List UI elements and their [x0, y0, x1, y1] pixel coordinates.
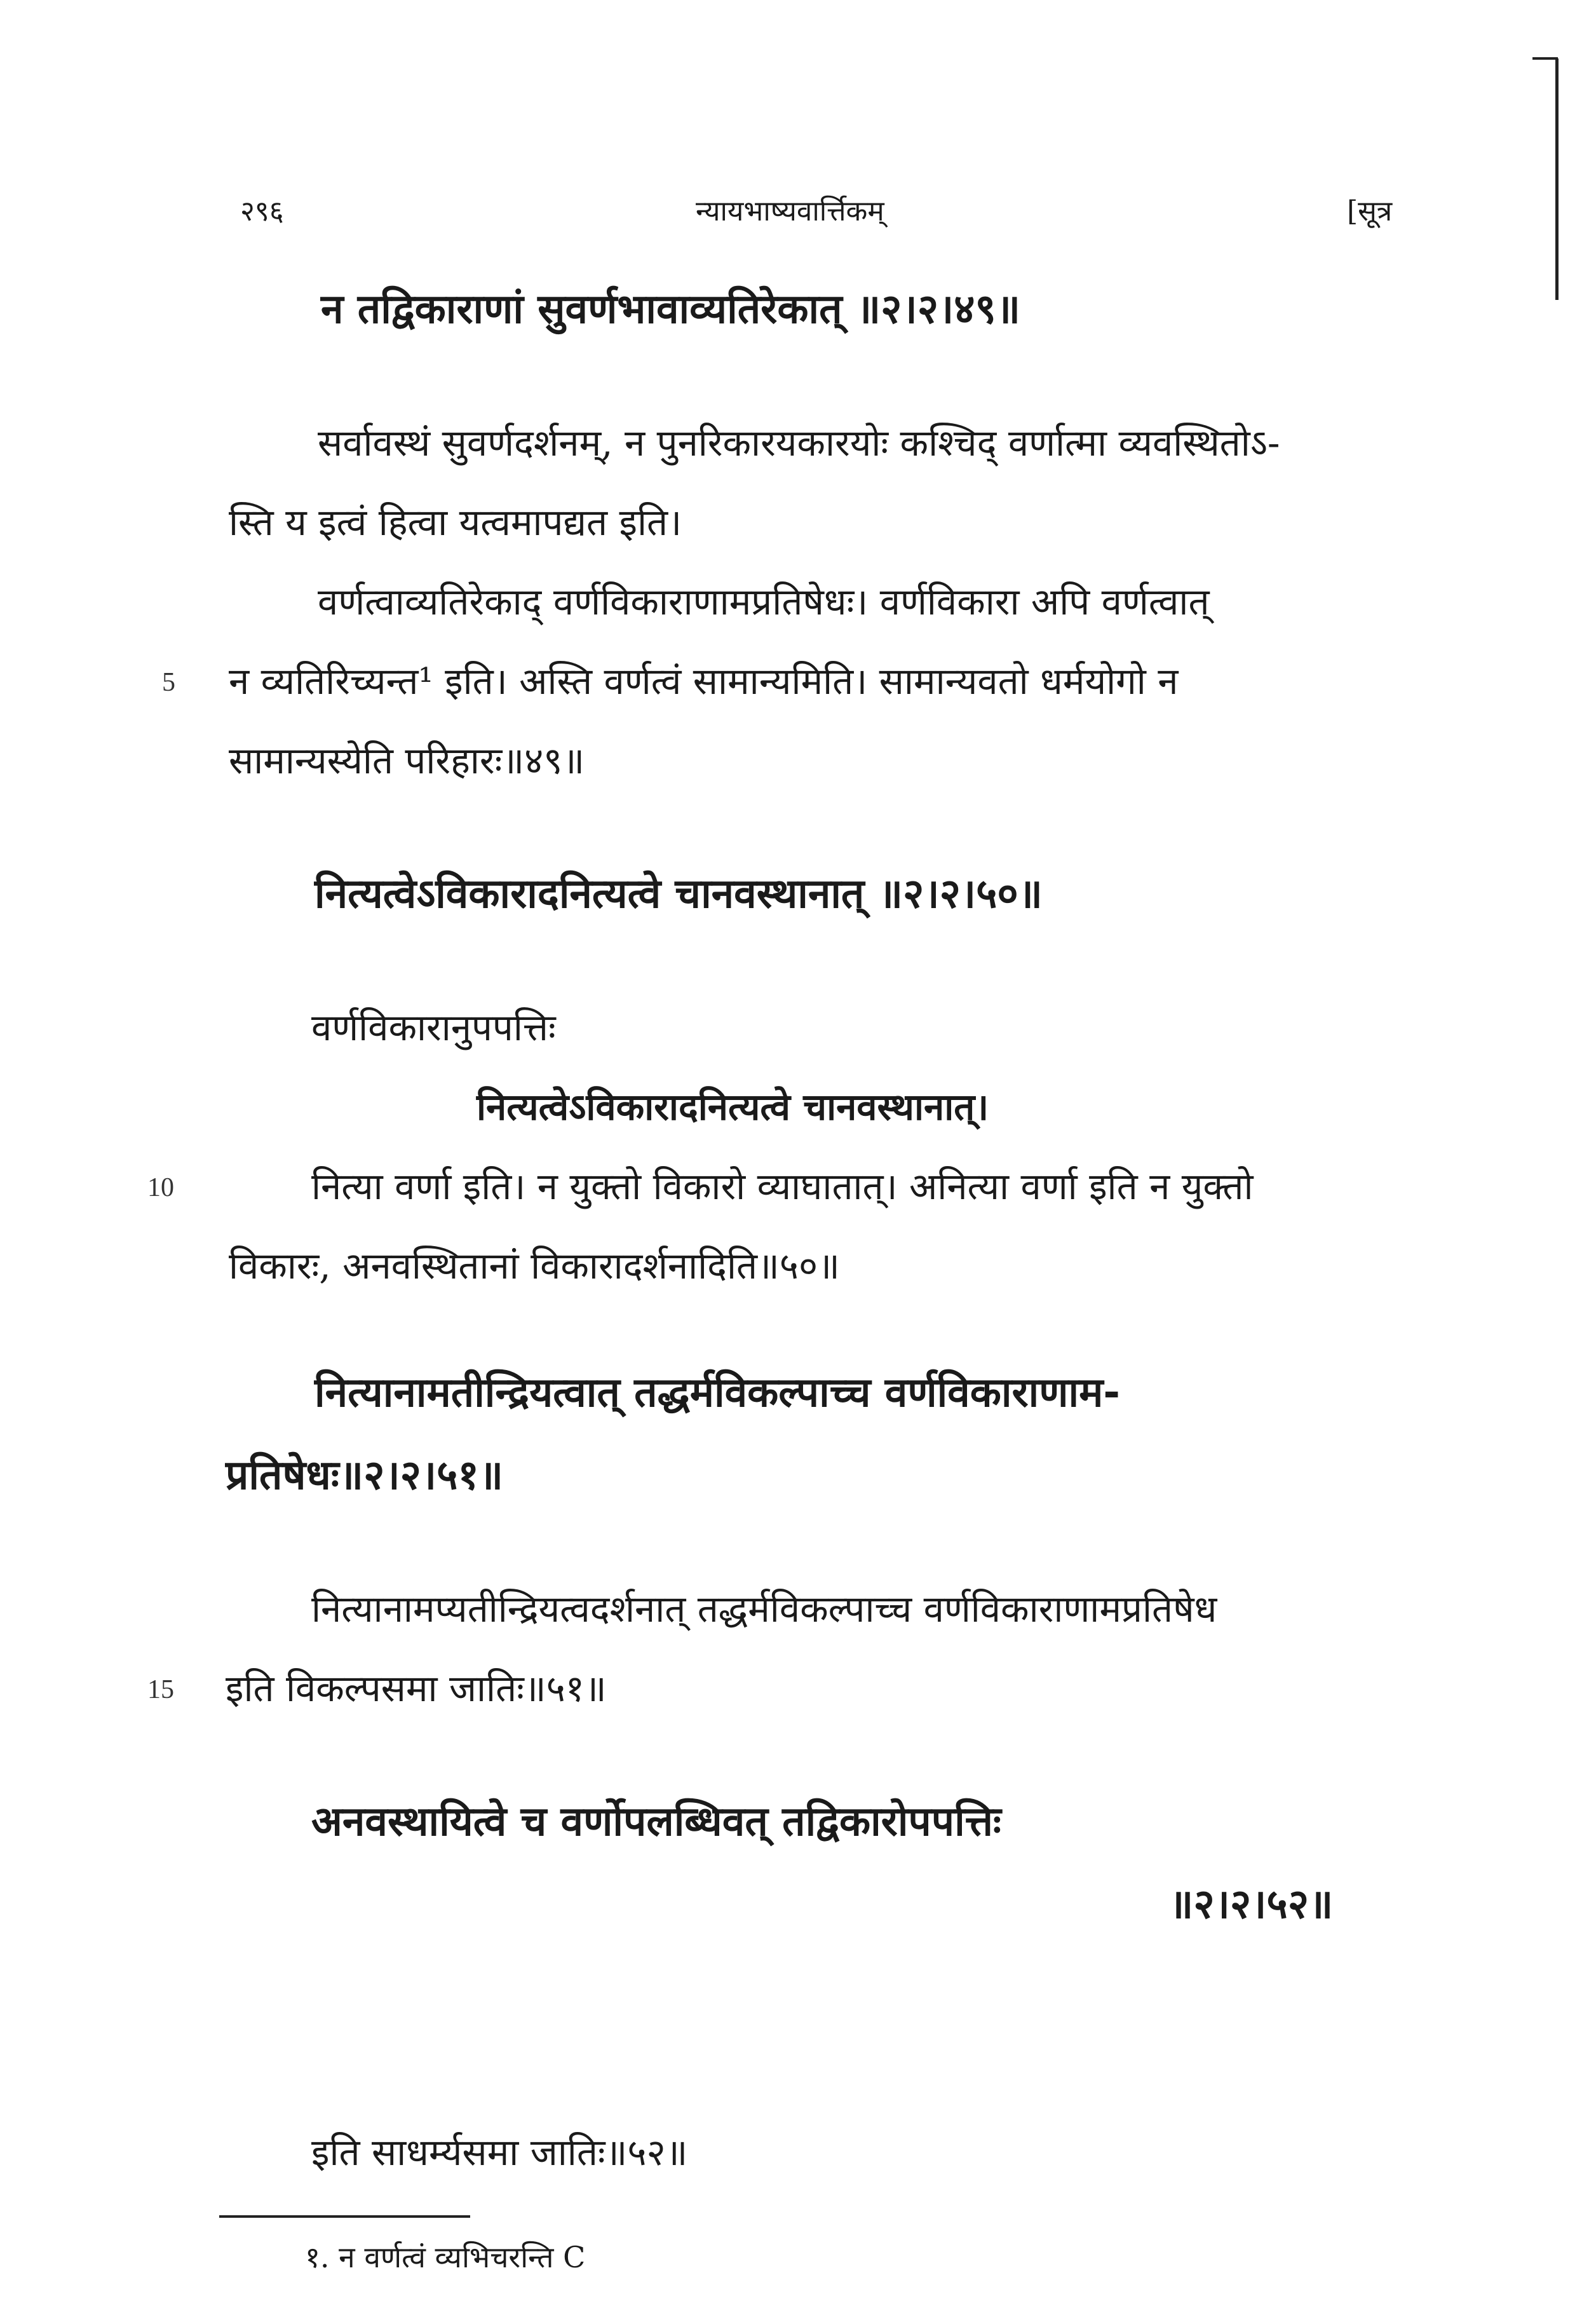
body-line: नित्या वर्णा इति। न युक्तो विकारो व्याघातात्। अनित्या वर्णा इति न युक्तो: [311, 1165, 1254, 1208]
body-line: सामान्यस्येति परिहारः॥४९॥: [229, 739, 585, 782]
page-edge-mark: [1532, 57, 1558, 60]
line-number: 5: [162, 668, 175, 697]
sutra-heading-50: नित्यत्वेऽविकारादनित्यत्वे चानवस्थानात् ॥२।२।५०॥: [314, 871, 1043, 918]
section-marker: [सूत्र: [1347, 195, 1393, 227]
body-line: वर्णत्वाव्यतिरेकाद् वर्णविकाराणामप्रतिषेधः। वर्णविकारा अपि वर्णत्वात्: [318, 580, 1210, 623]
sutra-heading-51-cont: प्रतिषेधः॥२।२।५१॥: [226, 1452, 504, 1499]
body-line: न व्यतिरिच्यन्त¹ इति। अस्ति वर्णत्वं सामान्यमिति। सामान्यवतो धर्मयोगो न: [229, 660, 1179, 703]
sutra-heading-49: न तद्विकाराणां सुवर्णभावाव्यतिरेकात् ॥२।२।४९॥: [321, 286, 1021, 333]
page-number: २९६: [240, 195, 284, 227]
body-line: विकारः, अनवस्थितानां विकारादर्शनादिति॥५०॥: [229, 1244, 840, 1287]
footnote-rule: [219, 2215, 470, 2218]
body-line: इति साधर्म्यसमा जातिः॥५२॥: [311, 2131, 688, 2174]
footnote: १. न वर्णत्वं व्यभिचरन्ति C: [305, 2240, 586, 2274]
quoted-sutra: नित्यत्वेऽविकारादनित्यत्वे चानवस्थानात्।: [477, 1085, 989, 1129]
line-number: 10: [147, 1173, 174, 1202]
body-line: स्ति य इत्वं हित्वा यत्वमापद्यत इति।: [229, 501, 682, 544]
sutra-heading-52: अनवस्थायित्वे च वर्णोपलब्धिवत् तद्विकारोपपत्तिः: [311, 1798, 1001, 1845]
body-line: इति विकल्पसमा जातिः॥५१॥: [226, 1667, 607, 1710]
body-line: सर्वावस्थं सुवर्णदर्शनम्, न पुनरिकारयकारयोः कश्चिद् वर्णात्मा व्यवस्थितोऽ-: [318, 421, 1280, 465]
line-number: 15: [147, 1675, 174, 1704]
sutra-number-52: ॥२।२।५२॥: [1169, 1881, 1334, 1928]
running-title: न्यायभाष्यवार्त्तिकम्: [696, 195, 884, 227]
sutra-heading-51: नित्यानामतीन्द्रियत्वात् तद्धर्मविकल्पाच्च वर्णविकाराणाम-: [314, 1369, 1120, 1416]
body-line: नित्यानामप्यतीन्द्रियत्वदर्शनात् तद्धर्मविकल्पाच्च वर्णविकाराणामप्रतिषेध: [311, 1587, 1217, 1631]
page-edge-line: [1555, 58, 1559, 300]
body-line: वर्णविकारानुपपत्तिः: [311, 1006, 556, 1049]
